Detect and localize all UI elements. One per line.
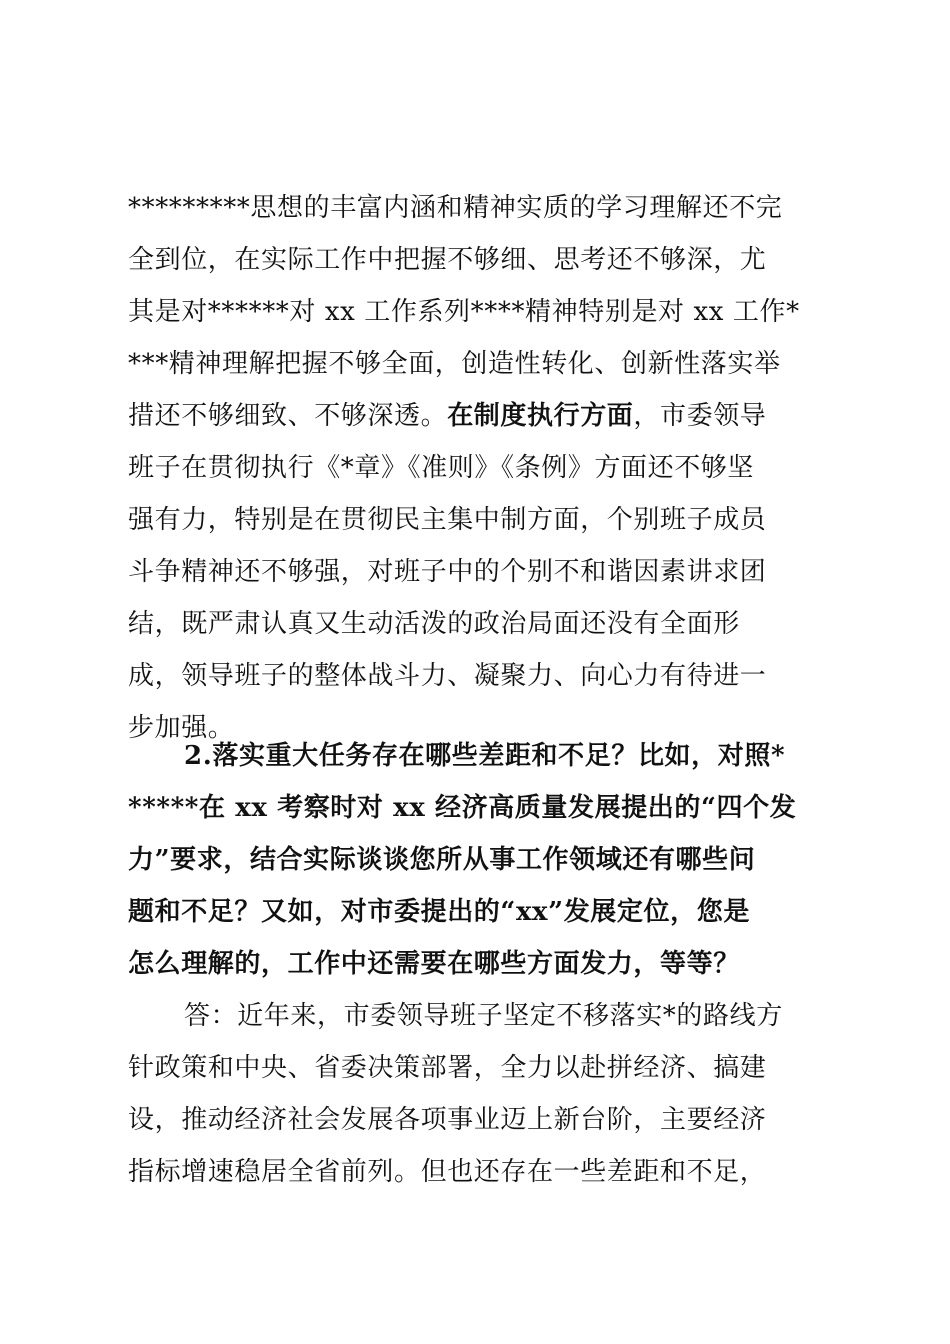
text-line: 答：近年来，市委领导班子坚定不移落实*的路线方 xyxy=(184,1001,783,1031)
text-line: 斗争精神还不够强，对班子中的个别不和谐因素讲求团 xyxy=(128,557,767,587)
text-line: 步加强。 xyxy=(128,713,235,743)
text-line: 全到位，在实际工作中把握不够细、思考还不够深，尤 xyxy=(128,245,767,275)
text-line: 针政策和中央、省委决策部署，全力以赴拼经济、搞建 xyxy=(128,1053,767,1083)
text-line: ***精神理解把握不够全面，创造性转化、创新性落实举 xyxy=(128,349,781,379)
question-heading xyxy=(128,730,833,990)
text-line: 怎么理解的，工作中还需要在哪些方面发力，等等？ xyxy=(128,949,740,979)
text-line: 2.落实重大任务存在哪些差距和不足？比如，对照* xyxy=(184,741,786,771)
answer-paragraph xyxy=(128,990,833,1198)
paragraph-institutional-execution xyxy=(128,182,833,754)
text-line: 设，推动经济社会发展各项事业迈上新台阶，主要经济 xyxy=(128,1105,767,1135)
text-line: 班子在贯彻执行《*章》《准则》《条例》方面还不够坚 xyxy=(128,453,755,483)
text-line: 力”要求，结合实际谈谈您所从事工作领域还有哪些问 xyxy=(128,845,756,875)
text-line: 指标增速稳居全省前列。但也还存在一些差距和不足， xyxy=(128,1157,767,1187)
text-line: 题和不足？又如，对市委提出的“xx”发展定位，您是 xyxy=(128,897,750,927)
section-lead-in: 在制度执行方面 xyxy=(447,401,634,431)
text-line: 强有力，特别是在贯彻民主集中制方面，个别班子成员 xyxy=(128,505,767,535)
text-line: 成，领导班子的整体战斗力、凝聚力、向心力有待进一 xyxy=(128,661,767,691)
text-line: 其是对******对 xx 工作系列****精神特别是对 xx 工作* xyxy=(128,297,800,327)
text-line: *****在 xx 考察时对 xx 经济高质量发展提出的“四个发 xyxy=(128,793,797,823)
text-line: 措还不够细致、不够深透。在制度执行方面，市委领导 xyxy=(128,401,767,431)
text-line: *********思想的丰富内涵和精神实质的学习理解还不完 xyxy=(128,193,783,223)
text-line: 结，既严肃认真又生动活泼的政治局面还没有全面形 xyxy=(128,609,740,639)
